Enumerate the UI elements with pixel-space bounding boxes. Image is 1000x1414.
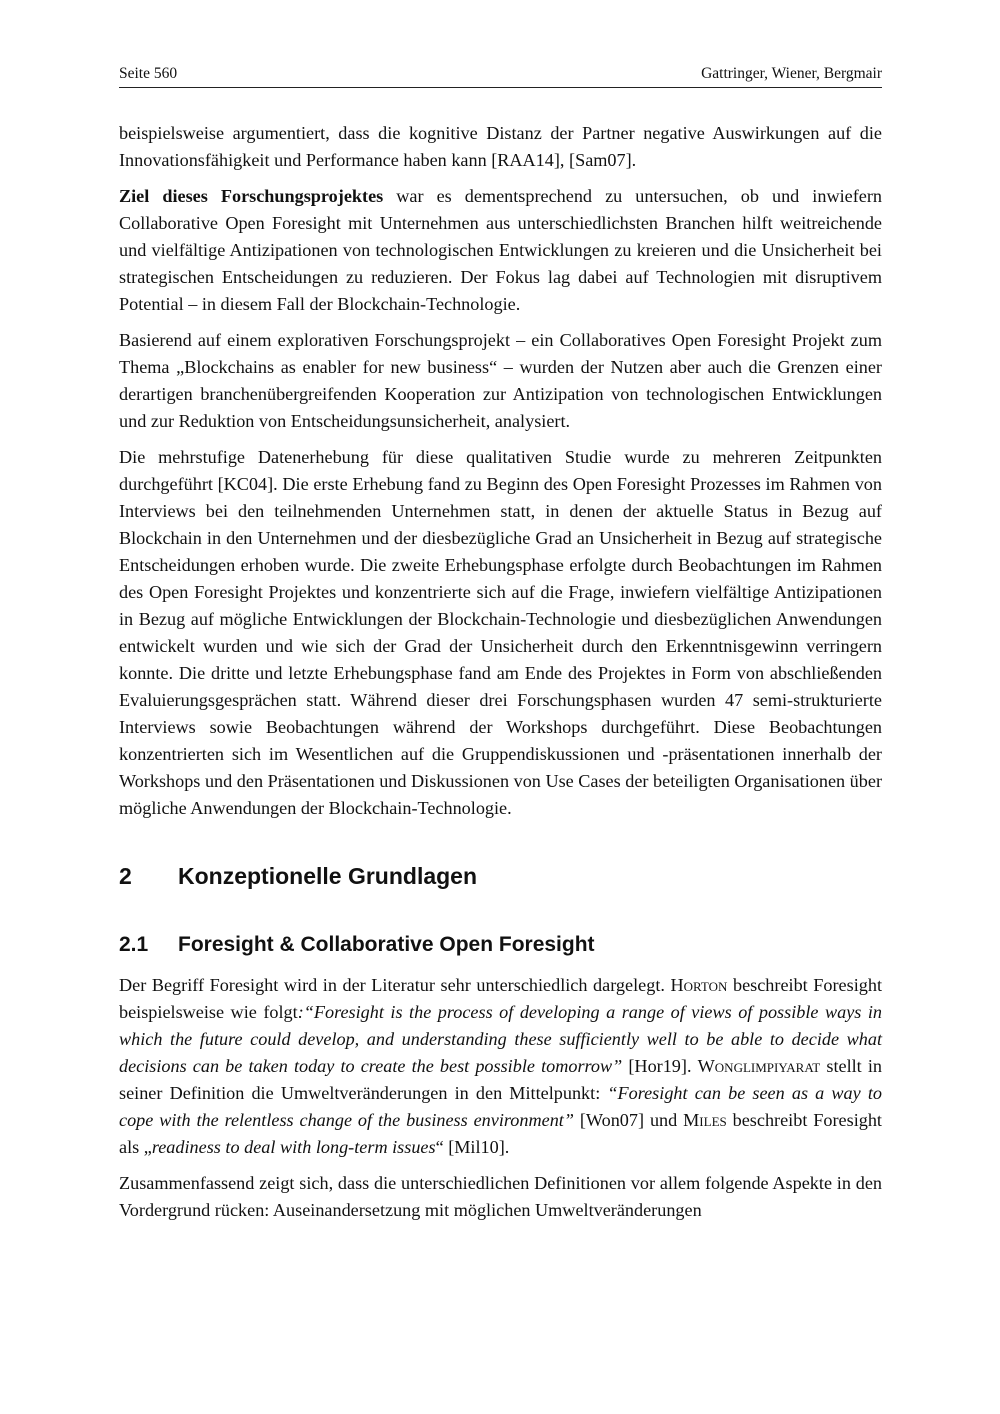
- subsection-number: 2.1: [119, 933, 149, 956]
- paragraph-4: Die mehrstufige Datenerhebung für diese qualitativen Studie wurde zu mehreren Zeitpunkten durchgeführt [KC04]. Die erste Erhebung fand zu Beginn des Open Foresight Prozesses im Rahmen von Interviews bei den teilnehmenden Unternehmen statt, in denen der aktuelle Status in Bezug auf Blockchain in den Unternehmen und der diesbezügliche Grad an Unsicherheit in Bezug auf strategische Entscheidungen erhoben wurde. Die zweite Erhebungsphase erfolgte durch Beobachtungen im Rahmen des Open Foresight Projektes und konzentrierte sich auf die Frage, inwiefern vielfältige Antizipationen in Bezug auf mögliche Entwicklungen der Blockchain-Technologie und diesbezüglichen Anwendungen entwickelt wurden und wie sich der Grad der Unsicherheit durch den Erkenntnisgewinn verringern konnte. Die dritte und letzte Erhebungsphase fand am Ende des Projektes in Form von abschließenden Evaluierungsgesprächen statt. Während dieser drei Forschungsphasen wurden 47 semi-strukturierte Interviews sowie Beobachtungen während der Workshops durchgeführt. Diese Beobachtungen konzentrierten sich im Wesentlichen auf die Gruppendiskussionen und -präsentationen innerhalb der Workshops und den Präsentationen und Diskussionen von Use Cases der beteiligten Organisationen über mögliche Anwendungen der Blockchain-Technologie.: [119, 447, 882, 818]
- p5-text-2: beschreibt Foresight beispielsweise wie folgt: [119, 975, 882, 1022]
- paragraph-2: [119, 183, 882, 318]
- running-head-authors: Gattringer, Wiener, Bergmair: [701, 65, 882, 82]
- p5-text-4: stellt in seiner Definition die Umweltveränderungen in den Mittelpunkt:: [119, 1056, 882, 1103]
- paragraph-1: beispielsweise argumentiert, dass die kognitive Distanz der Partner negative Auswirkungen auf die Innovationsfähigkeit und Performance haben kann [RAA14], [Sam07].: [119, 123, 882, 170]
- p5-text-6: beschreibt Foresight als „: [119, 1110, 882, 1157]
- author-name-wonglimpiyarat: Wonglimpiyarat: [697, 1056, 821, 1076]
- p5-text-7: “ [Mil10].: [435, 1137, 510, 1157]
- author-name-horton: Horton: [670, 975, 728, 995]
- running-head: [119, 64, 882, 88]
- author-name-miles: Miles: [683, 1110, 727, 1130]
- section-title: Konzeptionelle Grundlagen: [178, 863, 478, 889]
- subsection-heading-2-1: [119, 932, 882, 958]
- quote-wonglimpiyarat: “Foresight can be seen as a way to cope with the relentless change of the business environment”: [119, 1083, 882, 1130]
- paragraph-2-text: war es dementsprechend zu untersuchen, ob und inwiefern Collaborative Open Foresight mit Unternehmen aus unterschiedlichsten Branchen hilft weitreichende und vielfältige Antizipationen von technologischen Entwicklungen zu kreieren und die Unsicherheit bei strategischen Entscheidungen zu reduzieren. Der Fokus lag dabei auf Technologien mit disruptivem Potential – in diesem Fall der Blockchain-Technologie.: [119, 186, 882, 314]
- paragraph-2-bold-lead: Ziel dieses Forschungsprojektes: [119, 186, 384, 206]
- page-number-label: Seite 560: [119, 65, 178, 82]
- quote-miles: readiness to deal with long-term issues: [151, 1137, 436, 1157]
- quote-horton: :“Foresight is the process of developing a range of views of possible ways in which the future could develop, and understanding these sufficiently well to be able to decide what decisions can be taken today to create the best possible tomorrow”: [119, 1002, 883, 1076]
- p5-text-1: Der Begriff Foresight wird in der Literatur sehr unterschiedlich dargelegt.: [119, 975, 671, 995]
- section-heading-2: [119, 862, 882, 890]
- paragraph-3: Basierend auf einem explorativen Forschungsprojekt – ein Collaboratives Open Foresight Projekt zum Thema „Blockchains as enabler for new business“ – wurden der Nutzen aber auch die Grenzen einer derartigen branchenübergreifenden Kooperation zur Antizipation von technologischen Entwicklungen und zur Reduktion von Entscheidungsunsicherheit, analysiert.: [119, 330, 882, 431]
- subsection-title: Foresight & Collaborative Open Foresight: [178, 933, 595, 956]
- paragraph-6: Zusammenfassend zeigt sich, dass die unterschiedlichen Definitionen vor allem folgende Aspekte in den Vordergrund rücken: Auseinandersetzung mit möglichen Umweltveränderungen: [119, 1173, 882, 1220]
- p5-text-5: [Won07] und: [573, 1110, 684, 1130]
- paragraph-5: [119, 972, 882, 1161]
- page: [119, 64, 882, 1224]
- p5-text-3: [Hor19].: [622, 1056, 698, 1076]
- section-number: 2: [119, 863, 132, 889]
